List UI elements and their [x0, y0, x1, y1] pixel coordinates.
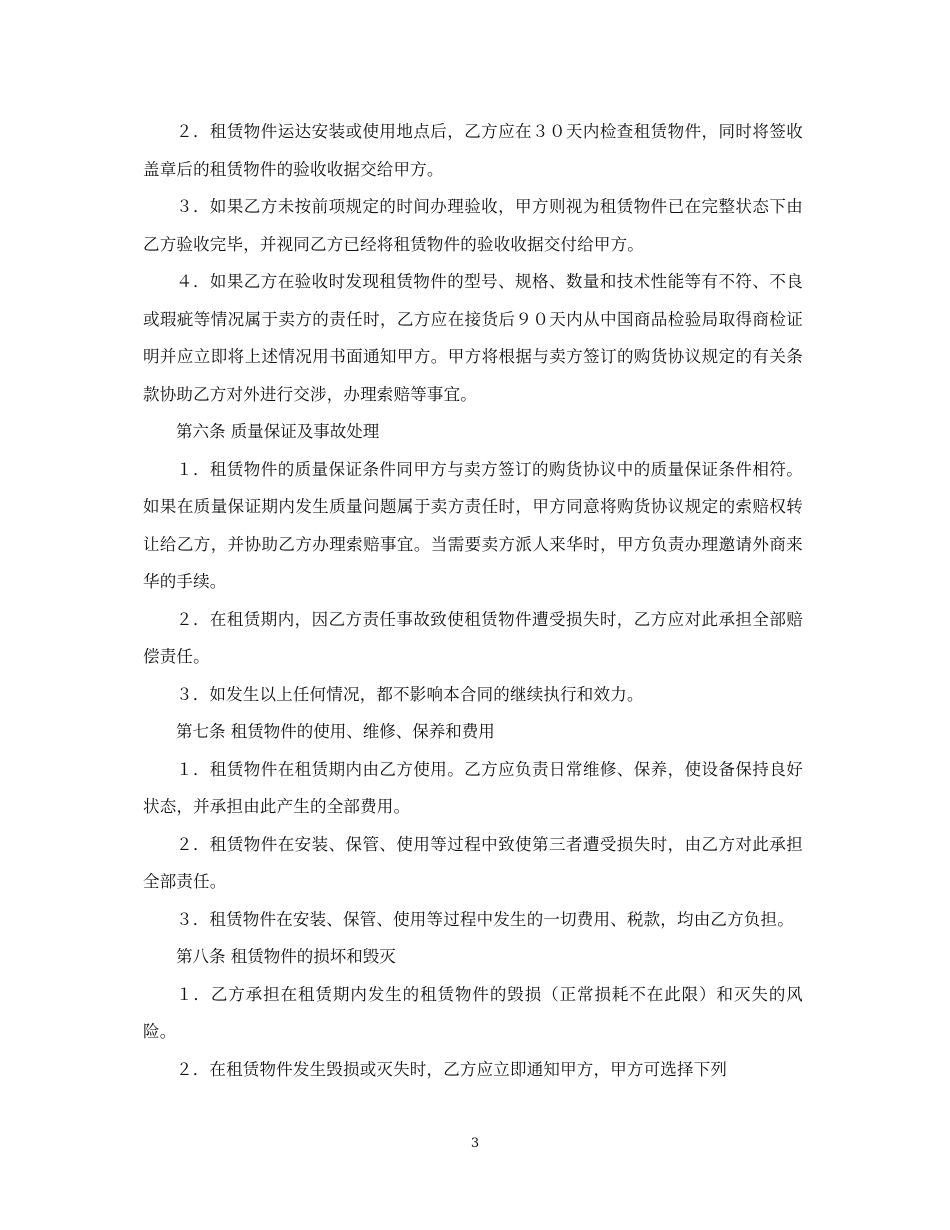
clause-6-item-1: １．租赁物件的质量保证条件同甲方与卖方签订的购货协议中的质量保证条件相符。如果在质量保证期内发生质量问题属于卖方责任时，甲方同意将购货协议规定的索赔权转让给乙方，并协助乙方办理索赔事宜。当需要卖方派人来华时，甲方负责办理邀请外商来华的手续。 — [143, 459, 803, 591]
clause-7-heading: 第七条 租赁物件的使用、维修、保养和费用 — [176, 722, 495, 741]
clause-7-item-3: ３．租赁物件在安装、保管、使用等过程中发生的一切费用、税款，均由乙方负担。 — [176, 909, 794, 929]
clause-7-item-2: ２．租赁物件在安装、保管、使用等过程中致使第三者遭受损失时，由乙方对此承担全部责任。 — [143, 834, 803, 891]
clause-5-item-4: ４．如果乙方在验收时发现租赁物件的型号、规格、数量和技术性能等有不符、不良或瑕疵等情况属于卖方的责任时，乙方应在接货后９０天内从中国商品检验局取得商检证明并应立即将上述情况用书面通知甲方。甲方将根据与卖方签订的购货协议规定的有关条款协助乙方对外进行交涉，办理索赔等事宜。 — [143, 272, 803, 404]
clause-7-item-1: １．租赁物件在租赁期内由乙方使用。乙方应负责日常维修、保养，使设备保持良好状态，并承担由此产生的全部费用。 — [143, 759, 803, 816]
document-body — [143, 113, 803, 1088]
clause-6-item-3: ３．如发生以上任何情况，都不影响本合同的继续执行和效力。 — [176, 684, 644, 704]
clause-6-heading: 第六条 质量保证及事故处理 — [176, 422, 380, 441]
clause-5-item-3: ３．如果乙方未按前项规定的时间办理验收，甲方则视为租赁物件已在完整状态下由乙方验收完毕，并视同乙方已经将租赁物件的验收收据交付给甲方。 — [143, 197, 803, 254]
page-number: 3 — [470, 1136, 480, 1151]
clause-8-item-2: ２．在租赁物件发生毁损或灭失时，乙方应立即通知甲方，甲方可选择下列 — [176, 1059, 728, 1079]
clause-5-item-2: ２．租赁物件运达安装或使用地点后，乙方应在３０天内检查租赁物件，同时将签收盖章后的租赁物件的验收收据交给甲方。 — [143, 122, 803, 179]
clause-6-item-2: ２．在租赁期内，因乙方责任事故致使租赁物件遭受损失时，乙方应对此承担全部赔偿责任。 — [143, 609, 803, 666]
clause-8-heading: 第八条 租赁物件的损坏和毁灭 — [176, 947, 396, 966]
clause-8-item-1: １．乙方承担在租赁期内发生的租赁物件的毁损（正常损耗不在此限）和灭失的风险。 — [143, 984, 803, 1041]
